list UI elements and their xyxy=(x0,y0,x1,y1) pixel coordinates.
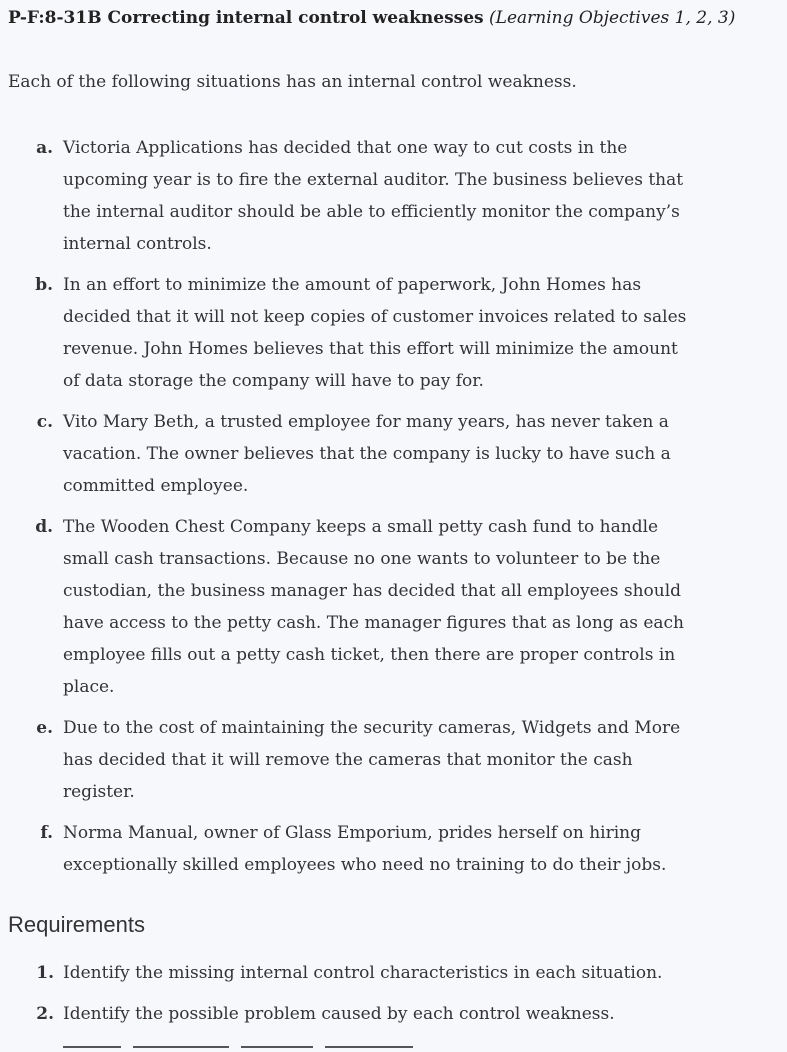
problem-title: P-F:8-31B Correcting internal control weaknesses xyxy=(8,8,484,28)
situation-item xyxy=(0,712,787,808)
situation-text: The Wooden Chest Company keeps a small petty cash fund to handle small cash transactions. Because no one wants to volunteer to be the custodian, the business manager has decided that all employees should have access to the petty cash. The manager figures that as long as each employee fills out a petty cash ticket, then there are proper controls in place. xyxy=(63,517,685,697)
situation-text: Victoria Applications has decided that one way to cut costs in the upcoming year is to fire the external auditor. The business believes that the internal auditor should be able to efficiently monitor the company’s internal controls. xyxy=(63,138,684,254)
situation-text: Norma Manual, owner of Glass Emporium, prides herself on hiring exceptionally skilled employees who need no training to do their jobs. xyxy=(63,823,667,875)
learning-objectives: (Learning Objectives 1, 2, 3) xyxy=(489,8,736,28)
situations-list xyxy=(0,132,787,890)
truncated-next-line xyxy=(63,1046,483,1052)
requirement-marker: 1. xyxy=(36,963,54,983)
situation-item xyxy=(0,132,787,260)
requirement-item xyxy=(0,998,787,1030)
situation-text: In an effort to minimize the amount of paperwork, John Homes has decided that it will not keep copies of customer invoices related to sales revenue. John Homes believes that this effort will minimize the amount of data storage the company will have to pay for. xyxy=(63,275,687,391)
situation-item xyxy=(0,817,787,881)
situation-text: Due to the cost of maintaining the security cameras, Widgets and More has decided that it will remove the cameras that monitor the cash register. xyxy=(63,718,681,802)
requirements-heading: Requirements xyxy=(8,912,145,937)
requirements-list xyxy=(0,957,787,1039)
situation-marker: f. xyxy=(40,823,53,843)
requirement-text: Identify the missing internal control characteristics in each situation. xyxy=(63,963,663,983)
situation-marker: a. xyxy=(36,138,53,158)
situation-marker: e. xyxy=(36,718,53,738)
situation-item xyxy=(0,406,787,502)
situation-item xyxy=(0,511,787,703)
situation-item xyxy=(0,269,787,397)
requirement-marker: 2. xyxy=(36,1004,54,1024)
requirement-item xyxy=(0,957,787,989)
situation-marker: d. xyxy=(35,517,53,537)
problem-header xyxy=(8,6,768,30)
requirement-text: Identify the possible problem caused by each control weakness. xyxy=(63,1004,615,1024)
intro-text: Each of the following situations has an internal control weakness. xyxy=(8,72,577,92)
situation-marker: c. xyxy=(36,412,53,432)
situation-text: Vito Mary Beth, a trusted employee for many years, has never taken a vacation. The owner believes that the company is lucky to have such a committed employee. xyxy=(63,412,671,496)
situation-marker: b. xyxy=(35,275,53,295)
